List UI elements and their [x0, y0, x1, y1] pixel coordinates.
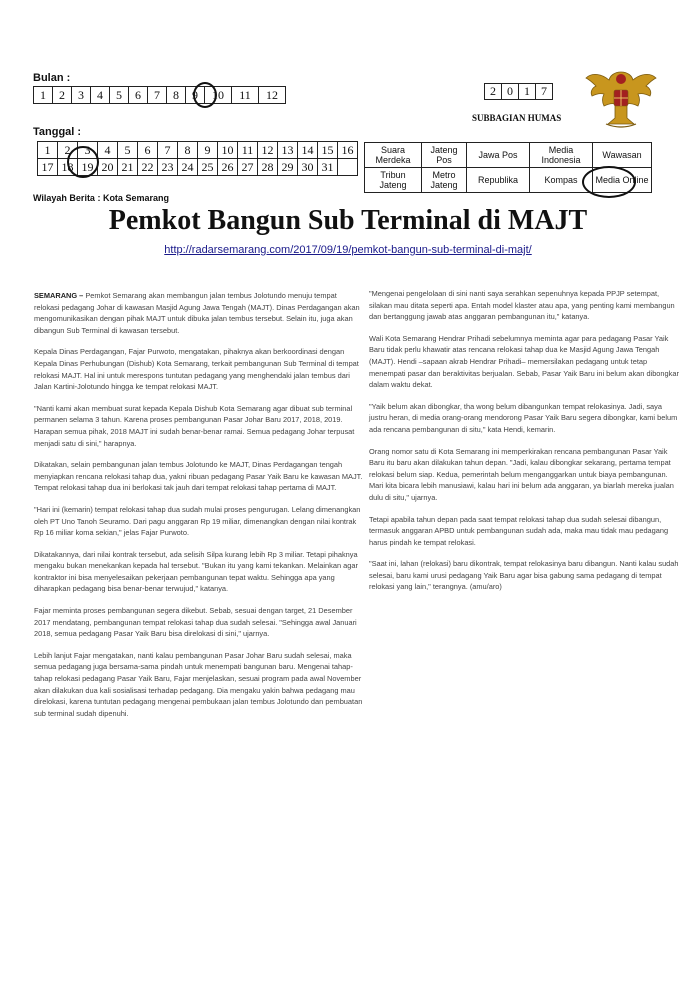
article-paragraph: Kepala Dinas Perdagangan, Fajar Purwoto, mengatakan, pihaknya akan berkoordinasi dengan Kepala Dinas Perhubungan (Dishub) Kota Semarang, terkait pembangunan Sub Terminal di tempat relokasi MAJT. Hal ini untuk merespons tuntutan pedagang yang menghendaki jalan tembus dari Jalan Kartini-Jolotundo hingga ke tempat relokasi MAJT. — [34, 347, 359, 392]
date-cell: 30 — [298, 159, 318, 176]
month-cell: 7 — [148, 87, 167, 104]
date-cell: 15 — [318, 142, 338, 159]
date-cell: 28 — [258, 159, 278, 176]
date-cell: 12 — [258, 142, 278, 159]
article-paragraph: Fajar meminta proses pembangunan segera dikebut. Sebab, sesuai dengan target, 21 Desember 2017 mendatang, pembangunan tempat relokasi tahap dua sudah selesai. "Sehingga awal Januari 2018, semua pedagang Pasar Yaik Baru bisa direlokasi di sini," ujarnya. — [34, 606, 357, 639]
date-cell: 1 — [38, 142, 58, 159]
year-digit: 1 — [519, 84, 536, 100]
date-cell: 4 — [98, 142, 118, 159]
article-paragraph: Dikatakan, selain pembangunan jalan tembus Jolotundo ke MAJT, Dinas Perdagangan tengah menyiapkan rencana relokasi tahap dua, yakni ribuan pedagang Pasar Yaik Baru ke kawasan MAJT. Tempat relokasi tahap dua ini berlokasi tak jauh dari tempat relokasi tahap pertama di MAJT. — [34, 460, 363, 493]
month-cell: 8 — [167, 87, 186, 104]
article-url-link[interactable]: http://radarsemarang.com/2017/09/19/pemkot-bangun-sub-terminal-di-majt/ — [164, 244, 532, 256]
month-cell: 5 — [110, 87, 129, 104]
year-digit: 2 — [485, 84, 502, 100]
date-cell: 3 — [78, 142, 98, 159]
media-cell: Wawasan — [593, 143, 652, 168]
month-cell: 12 — [259, 87, 286, 104]
date-cell: 27 — [238, 159, 258, 176]
month-cell: 6 — [129, 87, 148, 104]
date-cell: 20 — [98, 159, 118, 176]
article-paragraph: "Mengenai pengelolaan di sini nanti saya serahkan sepenuhnya kepada PPJP setempat, silakan mau ditata seperti apa. Entah model klaster atau apa, yang penting kami membangun dan bertanggung jawab atas anggaran pembangunan itu," katanya. — [369, 289, 675, 322]
article-paragraph: Lebih lanjut Fajar mengatakan, nanti kalau pembangunan Pasar Johar Baru sudah selesai, maka semua pedagang juga bersama-sama pindah untuk menempati bangunan baru. Mengenai tahap-tahap relokasi pedagang Pasar Yaik Baru, Fajar menjelaskan, sesuai program pada awal November akan dilakukan dua kali sosialisasi terhadap pedagang. Dia mengaku yakin bahwa pedagang mau direlokasi, karena tuntutan pedagang mengenai pembukaan jalan tembus Jolotundo dan pembuatan sub terminal sudah dipenuhi. — [34, 650, 363, 718]
media-cell: Jawa Pos — [467, 143, 530, 168]
article-paragraph: "Saat ini, lahan (relokasi) baru dikontrak, tempat relokasinya baru dibangun. Nanti kalau sudah selesai, baru kami urusi pedagang Yaik Baru agar bisa gabung sama pedagang di tempat relokasi yang lain," terangnya. (amu/aro) — [369, 559, 679, 592]
date-grid — [37, 141, 358, 176]
dateline: SEMARANG – — [34, 291, 84, 300]
month-cell: 10 — [205, 87, 232, 104]
article-paragraph: "Yaik belum akan dibongkar, tha wong belum dibangunkan tempat relokasinya. Jadi, saya justru heran, di media orang-orang mendorong Pasar Yaik Baru segera dibongkar, kami belum ada rencana pembangunan di situ," kata Hendi, kemarin. — [369, 401, 678, 434]
date-cell: 22 — [138, 159, 158, 176]
date-cell: 18 — [58, 159, 78, 176]
article-column-right — [369, 288, 681, 603]
bulan-label: Bulan : — [33, 72, 71, 84]
month-cell: 3 — [72, 87, 91, 104]
media-cell: Media Indonesia — [530, 143, 593, 168]
media-cell: Suara Merdeka — [365, 143, 422, 168]
date-cell — [338, 159, 358, 176]
article-column-left — [34, 290, 364, 729]
month-cell: 2 — [53, 87, 72, 104]
article-paragraph: Orang nomor satu di Kota Semarang ini memperkirakan rencana pembangunan Pasar Yaik Baru itu baru akan dilakukan tahun depan. "Jadi, kalau dibongkar sekarang, pertama tempat relokasi belum siap. Kedua, pemerintah belum menganggarkan untuk biaya pembangunan. Mari kita bicara lebih manusiawi, kalau hari ini belum ada anggaran, ya biarlah mereka jualan dulu di situ," ujarnya. — [369, 446, 674, 502]
date-cell: 29 — [278, 159, 298, 176]
month-cell: 1 — [34, 87, 53, 104]
date-cell: 31 — [318, 159, 338, 176]
date-cell: 26 — [218, 159, 238, 176]
media-cell: Jateng Pos — [422, 143, 467, 168]
article-paragraph: Tetapi apabila tahun depan pada saat tempat relokasi tahap dua sudah selesai dibangun, termasuk anggaran APBD untuk pembangunan sudah ada, maka mau tidak mau pedagang harus pindah ke tempat relokasi. — [369, 514, 669, 547]
media-cell: Kompas — [530, 168, 593, 193]
date-cell: 10 — [218, 142, 238, 159]
tanggal-label: Tanggal : — [33, 126, 82, 138]
date-cell: 23 — [158, 159, 178, 176]
date-cell: 2 — [58, 142, 78, 159]
date-cell: 25 — [198, 159, 218, 176]
month-cell-selected: 9 — [186, 87, 205, 104]
region-label: Wilayah Berita : Kota Semarang — [33, 193, 169, 203]
date-cell: 11 — [238, 142, 258, 159]
month-cell: 11 — [232, 87, 259, 104]
article-paragraph: "Nanti kami akan membuat surat kepada Kepala Dishub Kota Semarang agar dibuat sub terminal permanen selama 3 tahun. Karena proses pembangunan Pasar Johar Baru 2017, 2018, 2019. Harapan semua pihak, 2018 MAJT ini sudah benar-benar ramai. Semua pedagang Johar terpusat menjadi satu di sini," harapnya. — [34, 403, 355, 448]
date-cell: 13 — [278, 142, 298, 159]
date-cell: 16 — [338, 142, 358, 159]
year-grid — [484, 83, 553, 100]
date-cell: 14 — [298, 142, 318, 159]
month-cell: 4 — [91, 87, 110, 104]
article-paragraph: Dikatakannya, dari nilai kontrak tersebut, ada selisih Silpa kurang lebih Rp 3 miliar. Tetapi pihaknya mengaku bukan menekankan kepada hal tersebut. "Bukan itu yang kami tekankan. Melainkan agar kontraktor ini bisa menyelesaikan pekerjaan pembangunan tepat waktu. Sehingga apa yang diharapkan pedagang bisa benar-benar terwujud," katanya. — [34, 549, 358, 594]
date-cell: 7 — [158, 142, 178, 159]
unit-label: SUBBAGIAN HUMAS — [472, 113, 562, 123]
date-cell: 8 — [178, 142, 198, 159]
year-digit: 7 — [536, 84, 553, 100]
year-digit: 0 — [502, 84, 519, 100]
article-paragraph: Wali Kota Semarang Hendrar Prihadi sebelumnya meminta agar para pedagang Pasar Yaik Baru tidak perlu khawatir atas rencana relokasi tahap dua ke Masjid Agung Jawa Tengah (MAJT). Hendi –sapaan akrab Hendrar Prihadi– memersilakan pedagang untuk tetap menempati pasar dan beraktivitas berjualan. Sebab, Pasar Yaik Baru ini belum akan dibongkar dalam waktu dekat. — [369, 333, 679, 390]
month-grid — [33, 86, 286, 104]
media-grid — [364, 142, 652, 193]
media-cell: Republika — [467, 168, 530, 193]
date-cell: 6 — [138, 142, 158, 159]
date-cell: 24 — [178, 159, 198, 176]
media-cell: Tribun Jateng — [365, 168, 422, 193]
article-paragraph: "Hari ini (kemarin) tempat relokasi tahap dua sudah mulai proses pengurugan. Lelang dimenangkan oleh PT Uno Tanoh Seuramo. Dari pagu anggaran Rp 19 miliar, dimenangkan dengan nilai kontrak Rp 16 miliar koma sekian," jelas Fajar Purwoto. — [34, 504, 361, 538]
article-paragraph: SEMARANG – Pemkot Semarang akan membangun jalan tembus Jolotundo menuju tempat relokasi pedagang Johar di kawasan Masjid Agung Jawa Tengah (MAJT). Dinas Perdagangan akan mengomunikasikan dengan pihak MAJT untuk dibuka jalan tembus tersebut. Selain itu, juga akan dibangun Sub Terminal di kawasan tersebut. — [34, 291, 360, 335]
media-cell-selected: Media Online — [593, 168, 652, 193]
garuda-emblem-icon — [584, 66, 658, 130]
article-title: Pemkot Bangun Sub Terminal di MAJT — [108, 205, 588, 236]
date-cell: 5 — [118, 142, 138, 159]
date-cell: 17 — [38, 159, 58, 176]
media-cell: Metro Jateng — [422, 168, 467, 193]
date-cell: 9 — [198, 142, 218, 159]
date-cell: 21 — [118, 159, 138, 176]
date-cell-selected: 19 — [78, 159, 98, 176]
